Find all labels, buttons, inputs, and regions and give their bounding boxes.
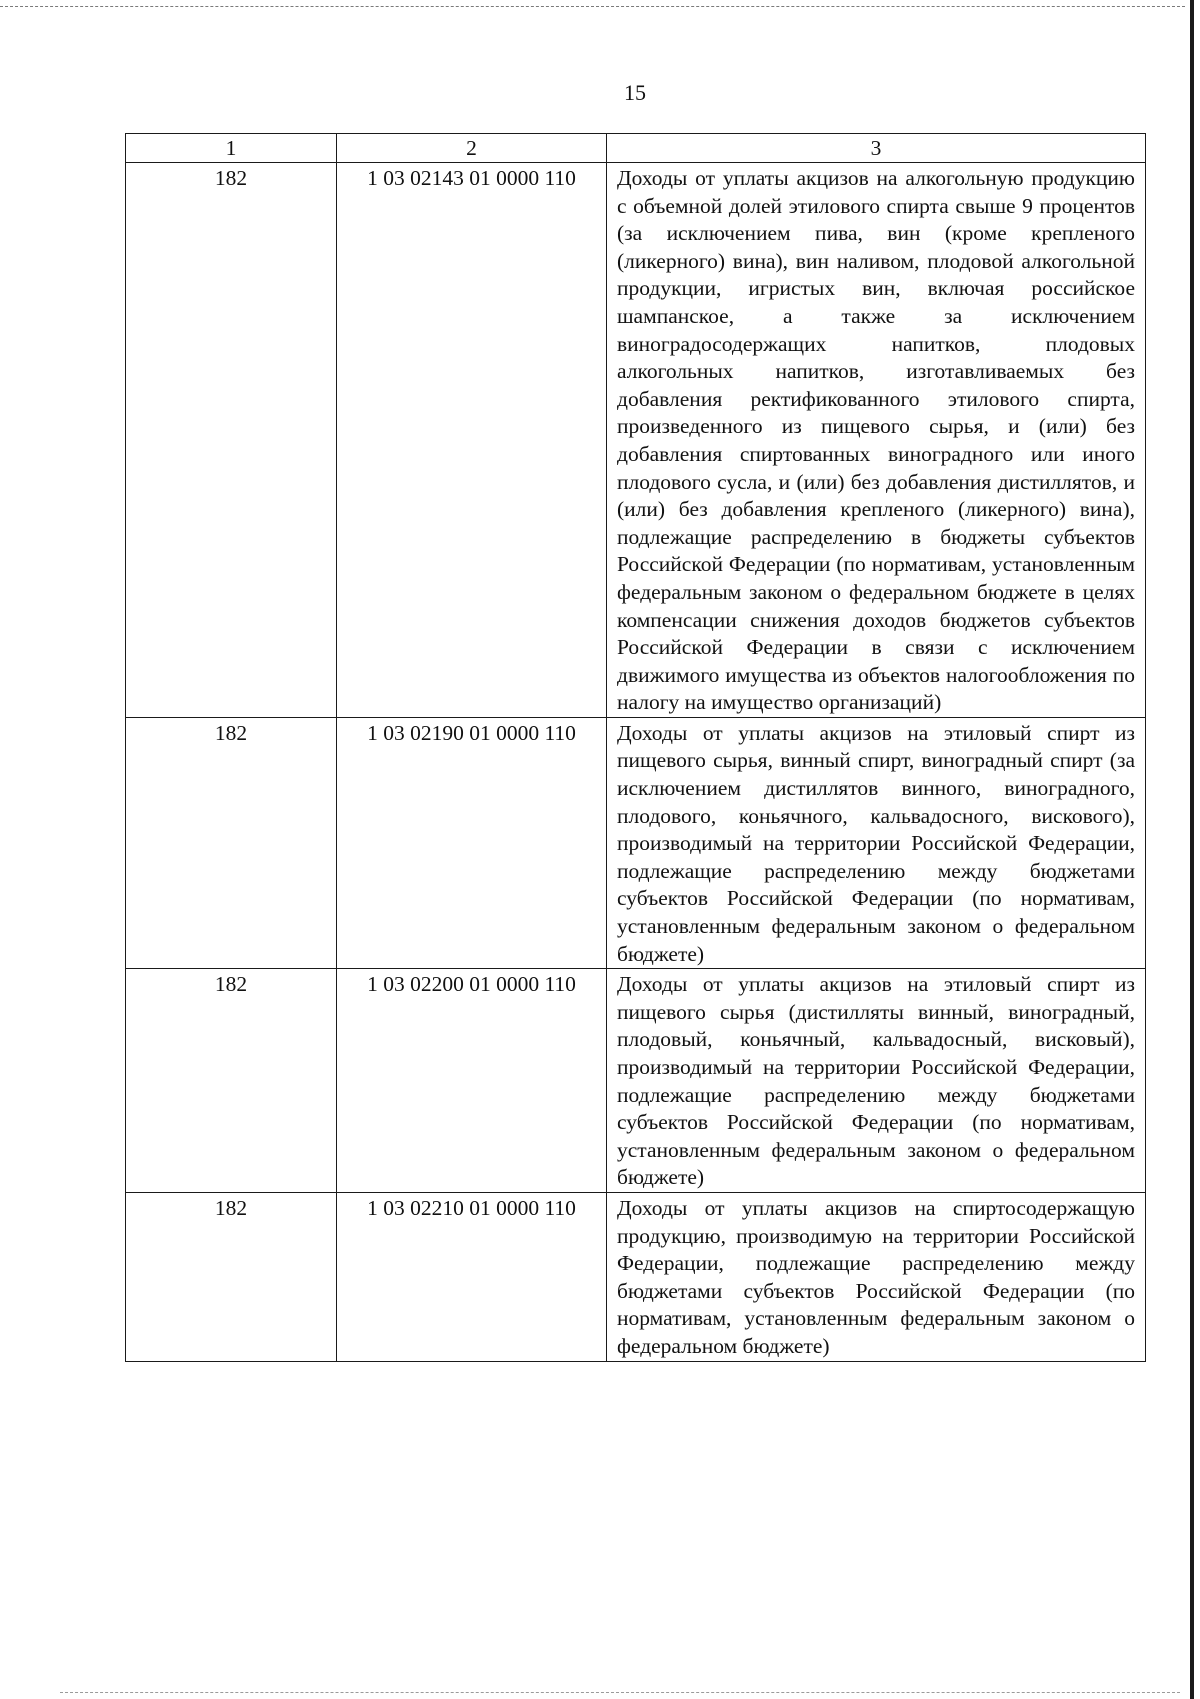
admin-code-cell: 182 bbox=[126, 163, 337, 718]
admin-code-cell: 182 bbox=[126, 969, 337, 1193]
scan-edge-top bbox=[0, 6, 1185, 9]
revenue-description-cell: Доходы от уплаты акцизов на алкогольную продукцию с объемной долей этилового спирта свыше 9 процентов (за исключением пива, вин (кроме крепленого (ликерного) вина), вин наливом, плодовой алкогольной продукции, игристых вин, включая российское шампанское, а также за исключением виноградосодержащих напитков, плодовых алкогольных напитков, изготавливаемых без добавления ректификованного этилового спирта, произведенного из пищевого сырья, и (или) без добавления спиртованных виноградного или иного плодового сусла, и (или) без добавления дистиллятов, и (или) без добавления крепленого (ликерного) вина), подлежащие распределению в бюджеты субъектов Российской Федерации (по нормативам, установленным федеральным законом о федеральном бюджете в целях компенсации снижения доходов бюджетов субъектов Российской Федерации в связи с исключением движимого имущества из объектов налогообложения по налогу на имущество организаций) bbox=[607, 163, 1146, 718]
table-row bbox=[126, 969, 1146, 1193]
table-row bbox=[126, 163, 1146, 718]
column-header-2: 2 bbox=[337, 134, 607, 163]
admin-code-cell: 182 bbox=[126, 717, 337, 968]
table-header-row bbox=[126, 134, 1146, 163]
budget-classification-code-cell: 1 03 02200 01 0000 110 bbox=[337, 969, 607, 1193]
budget-classification-code-cell: 1 03 02190 01 0000 110 bbox=[337, 717, 607, 968]
scan-edge-bottom bbox=[60, 1692, 1180, 1695]
column-header-1: 1 bbox=[126, 134, 337, 163]
table-row bbox=[126, 1192, 1146, 1361]
table-row bbox=[126, 717, 1146, 968]
revenue-description-cell: Доходы от уплаты акцизов на спиртосодержащую продукцию, производимую на территории Российской Федерации, подлежащие распределению между бюджетами субъектов Российской Федерации (по нормативам, установленным федеральным законом о федеральном бюджете) bbox=[607, 1192, 1146, 1361]
page-number: 15 bbox=[624, 80, 646, 105]
budget-revenue-table bbox=[125, 133, 1146, 1362]
scan-edge-right bbox=[1190, 0, 1194, 1699]
revenue-description-cell: Доходы от уплаты акцизов на этиловый спирт из пищевого сырья, винный спирт, виноградный спирт (за исключением дистиллятов винного, виноградного, плодового, коньячного, кальвадосного, вискового), производимый на территории Российской Федерации, подлежащие распределению между бюджетами субъектов Российской Федерации (по нормативам, установленным федеральным законом о федеральном бюджете) bbox=[607, 717, 1146, 968]
revenue-description-cell: Доходы от уплаты акцизов на этиловый спирт из пищевого сырья (дистилляты винный, виноградный, плодовый, коньячный, кальвадосный, висковый), производимый на территории Российской Федерации, подлежащие распределению между бюджетами субъектов Российской Федерации (по нормативам, установленным федеральным законом о федеральном бюджете) bbox=[607, 969, 1146, 1193]
budget-classification-code-cell: 1 03 02143 01 0000 110 bbox=[337, 163, 607, 718]
column-header-3: 3 bbox=[607, 134, 1146, 163]
admin-code-cell: 182 bbox=[126, 1192, 337, 1361]
budget-classification-code-cell: 1 03 02210 01 0000 110 bbox=[337, 1192, 607, 1361]
